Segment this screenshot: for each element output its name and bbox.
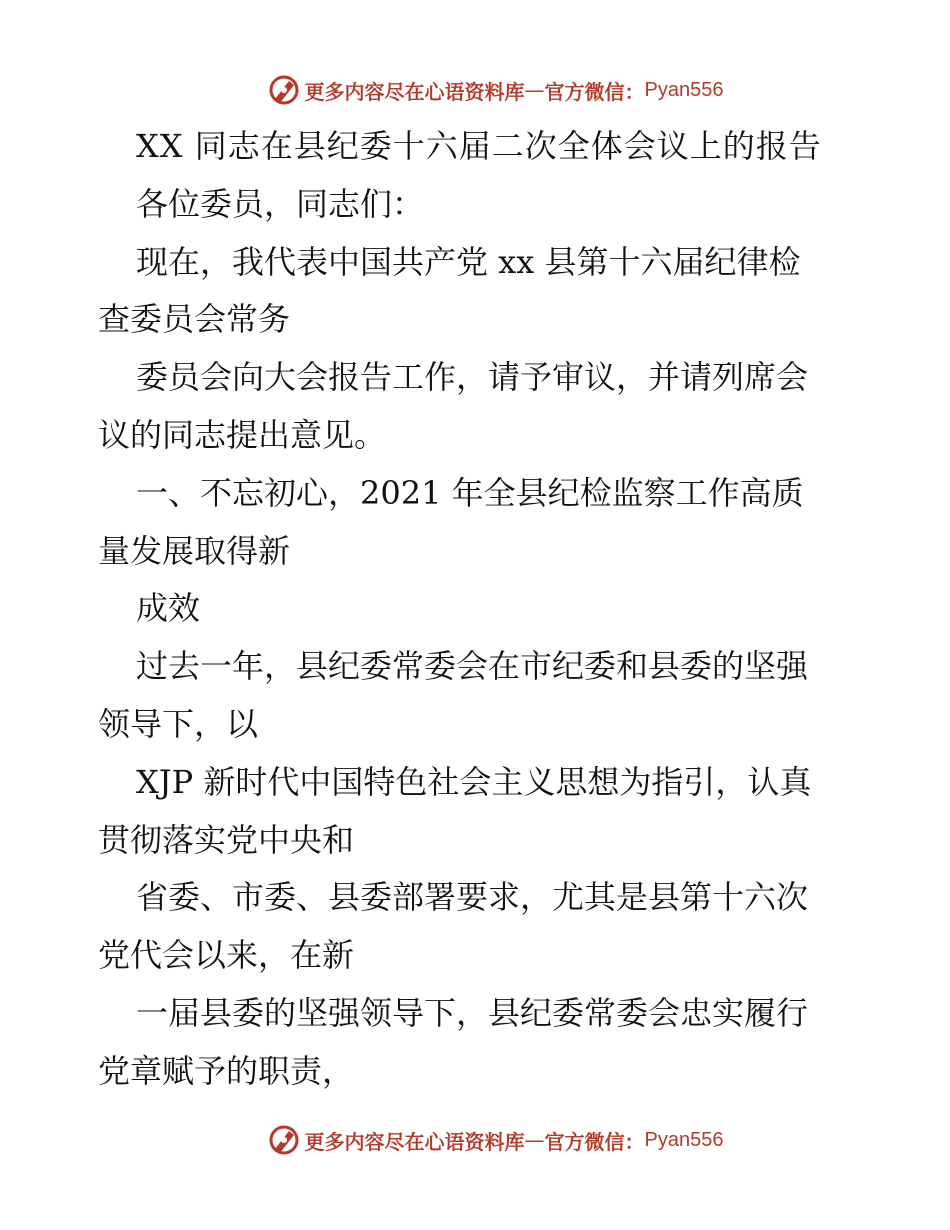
header-banner xyxy=(0,70,950,110)
paragraph-line: 委员会向大会报告工作，请予审议，并请列席会 xyxy=(136,358,809,397)
banner-separator: — xyxy=(524,1128,545,1152)
section-heading-continued: 量发展取得新 xyxy=(98,531,291,570)
paragraph-line: 一届县委的坚强领导下，县纪委常委会忠实履行 xyxy=(136,993,809,1032)
document-body xyxy=(98,118,858,1101)
paragraph-line: 过去一年，县纪委常委会在市纪委和县委的坚强 xyxy=(136,647,809,686)
banner-wechat-id: Pyan556 xyxy=(644,78,724,101)
pen-circle-logo-icon xyxy=(267,73,301,107)
banner-content xyxy=(267,73,724,107)
paragraph-line: 议的同志提出意见。 xyxy=(98,415,387,454)
report-title: XX 同志在县纪委十六届二次全体会议上的报告 xyxy=(136,127,822,165)
paragraph-line: 党代会以来，在新 xyxy=(98,936,355,975)
banner-wechat-label: 官方微信： xyxy=(544,79,645,104)
section-heading-continued: 成效 xyxy=(136,589,201,628)
salutation: 各位委员，同志们： xyxy=(136,184,425,223)
paragraph-line: 省委、市委、县委部署要求，尤其是县第十六次 xyxy=(136,878,809,917)
paragraph-line: 贯彻落实党中央和 xyxy=(98,820,355,859)
banner-wechat-label: 官方微信： xyxy=(544,1129,645,1154)
banner-site-text: 更多内容尽在心语资料库 xyxy=(304,79,525,104)
paragraph-line: 领导下，以 xyxy=(98,704,259,743)
paragraph-line: 查委员会常务 xyxy=(98,300,291,339)
banner-separator: — xyxy=(524,78,545,102)
pen-circle-logo-icon xyxy=(267,1123,301,1157)
banner-site-text: 更多内容尽在心语资料库 xyxy=(304,1129,525,1154)
section-heading: 一、不忘初心，2021 年全县纪检监察工作高质 xyxy=(136,473,804,512)
banner-wechat-id: Pyan556 xyxy=(644,1128,724,1151)
footer-banner xyxy=(0,1120,950,1160)
paragraph-line: XJP 新时代中国特色社会主义思想为指引，认真 xyxy=(136,762,812,801)
paragraph-line: 党章赋予的职责， xyxy=(98,1051,355,1090)
banner-content xyxy=(267,1123,724,1157)
paragraph-line: 现在，我代表中国共产党 xx 县第十六届纪律检 xyxy=(136,242,801,281)
